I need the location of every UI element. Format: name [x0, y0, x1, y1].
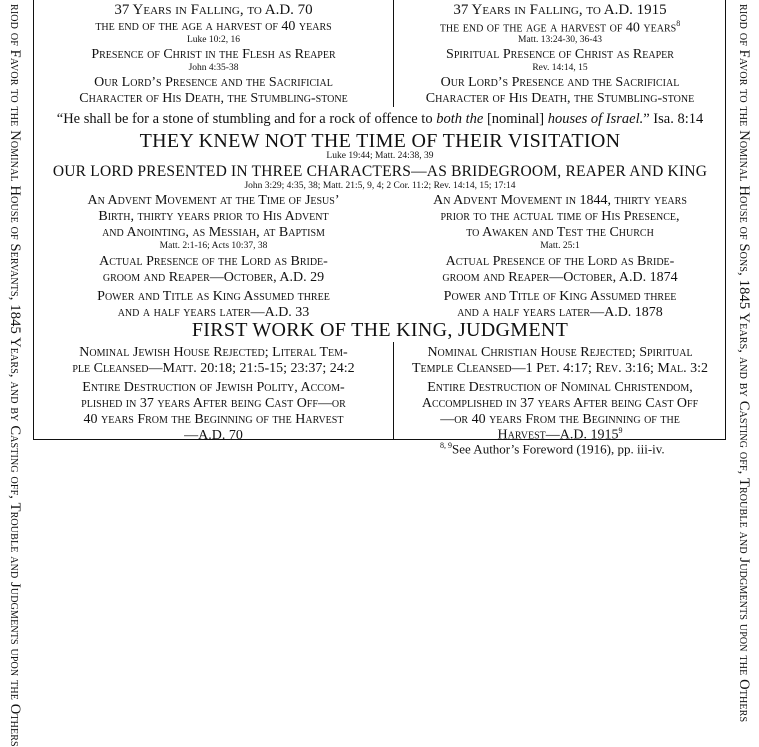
- tr-line6: Our Lord’s Presence and the Sacrificial: [440, 75, 680, 90]
- bl-line6: —A.D. 70: [184, 428, 243, 443]
- ml-line6: groom and Reaper—October, A.D. 29: [102, 270, 325, 285]
- tl-line7: Character of His Death, the Stumbling-stone: [79, 91, 348, 106]
- right-side-text: riod of Favor to the Nominal House of Sons, 1845 Years, and by Casting off, Trouble and Judgments upon the Others: [736, 4, 752, 723]
- br-line4: Accomplished in 37 years After being Cast Off: [421, 396, 699, 411]
- mr-line8: and a half years later—A.D. 1878: [457, 305, 663, 320]
- tl-ref1: Luke 10:2, 16: [186, 35, 241, 45]
- left-side-text: riod of Favor to the Nominal House of Servants, 1845 Years, and by Casting off, Trouble and Judgments upon the Others: [7, 4, 23, 747]
- mr-line2: prior to the actual time of His Presence,: [440, 209, 680, 224]
- br-line1: Nominal Christian House Rejected; Spiritual: [427, 345, 693, 360]
- br-footnote-mark: 9: [618, 426, 623, 435]
- tr-ref1: Matt. 13:24-30, 36-43: [518, 35, 602, 45]
- tr-ref2: Rev. 14:14, 15: [532, 63, 588, 73]
- br-line5: —or 40 years From the Beginning of the: [440, 412, 680, 427]
- tl-line6: Our Lord’s Presence and the Sacrificial: [94, 75, 333, 90]
- ml-line1: An Advent Movement at the Time of Jesus’: [87, 193, 340, 208]
- br-line6-text: Harvest—A.D. 1915: [497, 427, 619, 443]
- bl-line2: ple Cleansed—Matt. 20:18; 21:5-15; 23:37; 24:2: [72, 361, 355, 376]
- quote-d: houses of Israel.: [547, 111, 644, 127]
- heading-visitation: THEY KNEW NOT THE TIME OF THEIR VISITATION: [139, 130, 621, 152]
- heading-three-characters-ref: John 3:29; 4:35, 38; Matt. 21:5, 9, 4; 2 Cor. 11:2; Rev. 14:14, 15; 17:14: [244, 181, 516, 191]
- tr-footnote-mark: 8: [676, 19, 681, 28]
- quote-c: [nominal]: [483, 111, 548, 127]
- bl-line5: 40 years From the Beginning of the Harvest: [83, 412, 344, 427]
- heading-three-characters: OUR LORD PRESENTED IN THREE CHARACTERS—AS BRIDEGROOM, REAPER AND KING: [52, 163, 708, 180]
- tr-line4: Spiritual Presence of Christ as Reaper: [446, 47, 674, 62]
- mr-line6: groom and Reaper—October, A.D. 1874: [442, 270, 678, 285]
- tr-line7: Character of His Death, the Stumbling-stone: [425, 91, 695, 106]
- footnote: [440, 442, 665, 455]
- heading-visitation-ref: Luke 19:44; Matt. 24:38, 39: [326, 151, 434, 161]
- footnote-text: See Author’s Foreword (1916), pp. iii-iv.: [452, 441, 665, 457]
- br-line3: Entire Destruction of Nominal Christendom,: [427, 380, 693, 395]
- heading-judgment: FIRST WORK OF THE KING, JUDGMENT: [191, 319, 569, 341]
- bl-line3: Entire Destruction of Jewish Polity, Accom-: [82, 380, 345, 395]
- bl-line4: plished in 37 years After being Cast Off—or: [81, 396, 346, 411]
- left-margin-text: [0, 0, 30, 747]
- mr-line1: An Advent Movement in 1844, thirty years: [433, 193, 687, 208]
- mr-line5: Actual Presence of the Lord as Bride-: [445, 254, 675, 269]
- ml-line2: Birth, thirty years prior to His Advent: [98, 209, 329, 224]
- quote-a: “He shall be for a stone of stumbling and for a rock of offence to: [56, 111, 437, 127]
- tr-line1: 37 Years in Falling, to A.D. 1915: [453, 2, 667, 18]
- tl-line2: the end of the age a harvest of 40 years: [95, 19, 332, 34]
- tl-line4: Presence of Christ in the Flesh as Reaper: [91, 47, 336, 62]
- right-margin-text: [729, 0, 759, 723]
- bl-line1: Nominal Jewish House Rejected; Literal Tem-: [79, 345, 348, 360]
- left-border: [33, 0, 34, 440]
- ml-line3: and Anointing, as Messiah, at Baptism: [102, 225, 325, 240]
- quote-b: both the: [436, 111, 484, 127]
- mr-line3: to Awaken and Test the Church: [466, 225, 654, 240]
- right-border: [725, 0, 726, 440]
- mr-ref: Matt. 25:1: [540, 241, 580, 251]
- quote-e: ” Isa. 8:14: [643, 111, 704, 127]
- bottom-divider: [393, 342, 394, 440]
- mr-line7: Power and Title of King Assumed three: [443, 289, 677, 304]
- ml-line5: Actual Presence of the Lord as Bride-: [99, 254, 328, 269]
- isaiah-quote: [35, 112, 725, 127]
- ml-line7: Power and Title as King Assumed three: [97, 289, 330, 304]
- br-line2: Temple Cleansed—1 Pet. 4:17; Rev. 3:16; Mal. 3:2: [411, 361, 709, 376]
- tl-line1: 37 Years in Falling, to A.D. 70: [114, 2, 313, 18]
- ml-ref: Matt. 2:1-16; Acts 10:37, 38: [159, 241, 268, 251]
- tr-line2: [395, 20, 725, 36]
- footnote-marks: 8, 9: [440, 441, 452, 450]
- top-divider: [393, 0, 394, 107]
- tl-ref2: John 4:35-38: [188, 63, 239, 73]
- ml-line8: and a half years later—A.D. 33: [117, 305, 310, 320]
- tr-line2-text: the end of the age a harvest of 40 years: [439, 20, 677, 36]
